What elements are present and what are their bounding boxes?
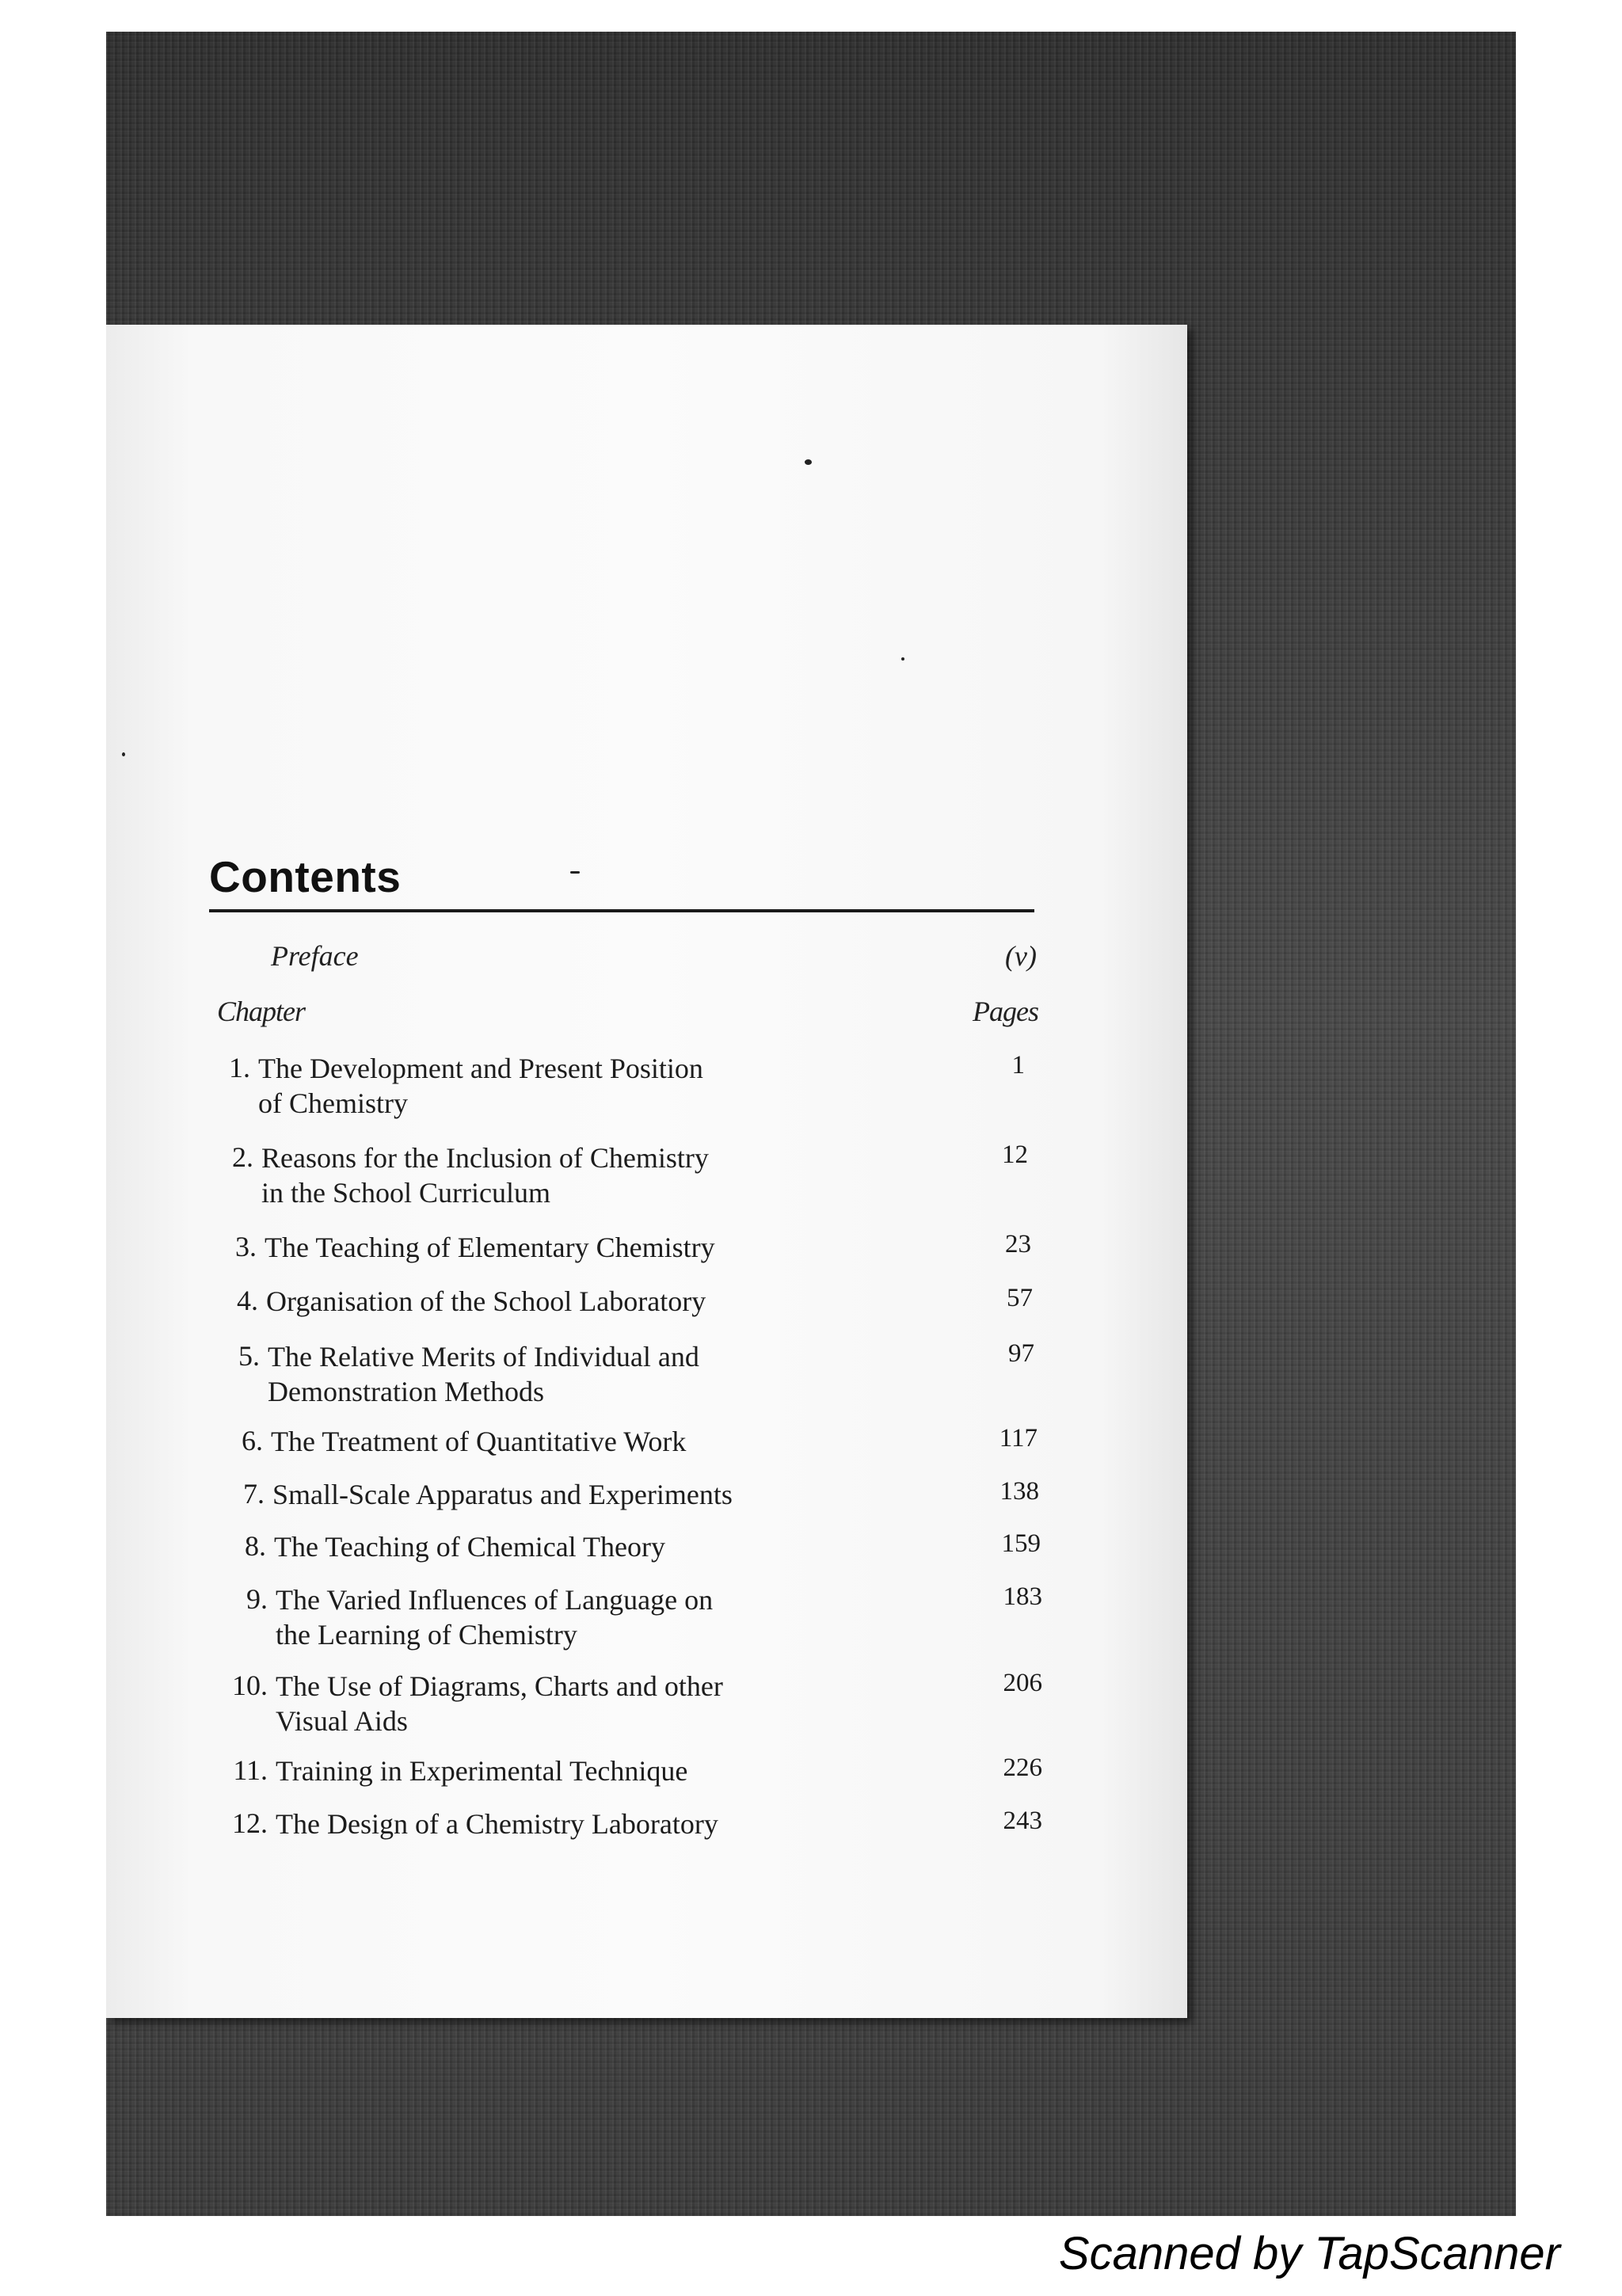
chapter-number: 12. (232, 1807, 268, 1839)
chapter-title: Training in Experimental Technique (276, 1755, 688, 1787)
chapter-number: 9. (246, 1583, 268, 1615)
chapter-number: 5. (238, 1340, 260, 1372)
chapter-title: The Use of Diagrams, Charts and other Visual Aids (276, 1670, 723, 1737)
chapter-entry (211, 1582, 1098, 1662)
chapter-number: 6. (242, 1425, 263, 1456)
chapter-entry (211, 1807, 1098, 1886)
chapter-number: 4. (237, 1285, 258, 1316)
chapter-page-number: 57 (1007, 1284, 1033, 1312)
chapter-page-number: 138 (999, 1477, 1039, 1506)
scanner-watermark: Scanned by TapScanner (1058, 2228, 1560, 2279)
chapter-page-number: 206 (1003, 1669, 1042, 1697)
chapter-number: 3. (235, 1231, 257, 1262)
chapter-entry (193, 1051, 1080, 1130)
chapter-page-number: 183 (1003, 1582, 1042, 1611)
chapter-title: Small-Scale Apparatus and Experiments (272, 1479, 733, 1510)
chapter-title: Organisation of the School Laboratory (266, 1285, 706, 1317)
chapter-page-number: 97 (1008, 1339, 1034, 1368)
chapter-title: The Relative Merits of Individual and Demonstration Methods (268, 1341, 699, 1407)
chapter-title: The Design of a Chemistry Laboratory (276, 1808, 718, 1840)
chapter-title: The Teaching of Elementary Chemistry (265, 1232, 715, 1263)
chapter-page-number: 159 (1001, 1529, 1041, 1558)
chapter-title: The Development and Present Position of Chemistry (258, 1053, 703, 1119)
preface-page-number: (v) (1005, 940, 1037, 972)
chapter-title: The Treatment of Quantitative Work (271, 1426, 687, 1457)
chapter-number: 11. (233, 1754, 268, 1786)
scanned-photo (106, 32, 1516, 2216)
preface-label: Preface (271, 940, 359, 972)
chapter-number: 1. (229, 1052, 250, 1083)
chapter-title: Reasons for the Inclusion of Chemistry in the School Curriculum (261, 1142, 709, 1209)
pages-column-header: Pages (973, 996, 1038, 1027)
chapter-title: The Teaching of Chemical Theory (274, 1531, 665, 1563)
chapter-number: 8. (245, 1530, 266, 1562)
chapter-number: 10. (232, 1670, 268, 1701)
chapter-column-header: Chapter (217, 996, 306, 1027)
chapter-page-number: 117 (999, 1424, 1038, 1453)
chapter-entry (196, 1140, 1083, 1220)
chapter-page-number: 12 (1002, 1140, 1028, 1169)
page-title: Contents (209, 852, 402, 901)
chapter-page-number: 1 (1011, 1051, 1025, 1079)
chapter-page-number: 23 (1005, 1230, 1031, 1258)
chapter-number: 7. (243, 1478, 265, 1510)
chapter-page-number: 226 (1003, 1753, 1042, 1782)
chapter-page-number: 243 (1003, 1807, 1042, 1835)
chapter-entry (203, 1339, 1090, 1418)
chapter-title: The Varied Influences of Language on the Learning of Chemistry (276, 1584, 714, 1651)
chapter-list (106, 325, 1187, 2018)
chapter-number: 2. (232, 1141, 253, 1173)
book-page (106, 325, 1187, 2018)
chapter-entry (211, 1669, 1098, 1748)
